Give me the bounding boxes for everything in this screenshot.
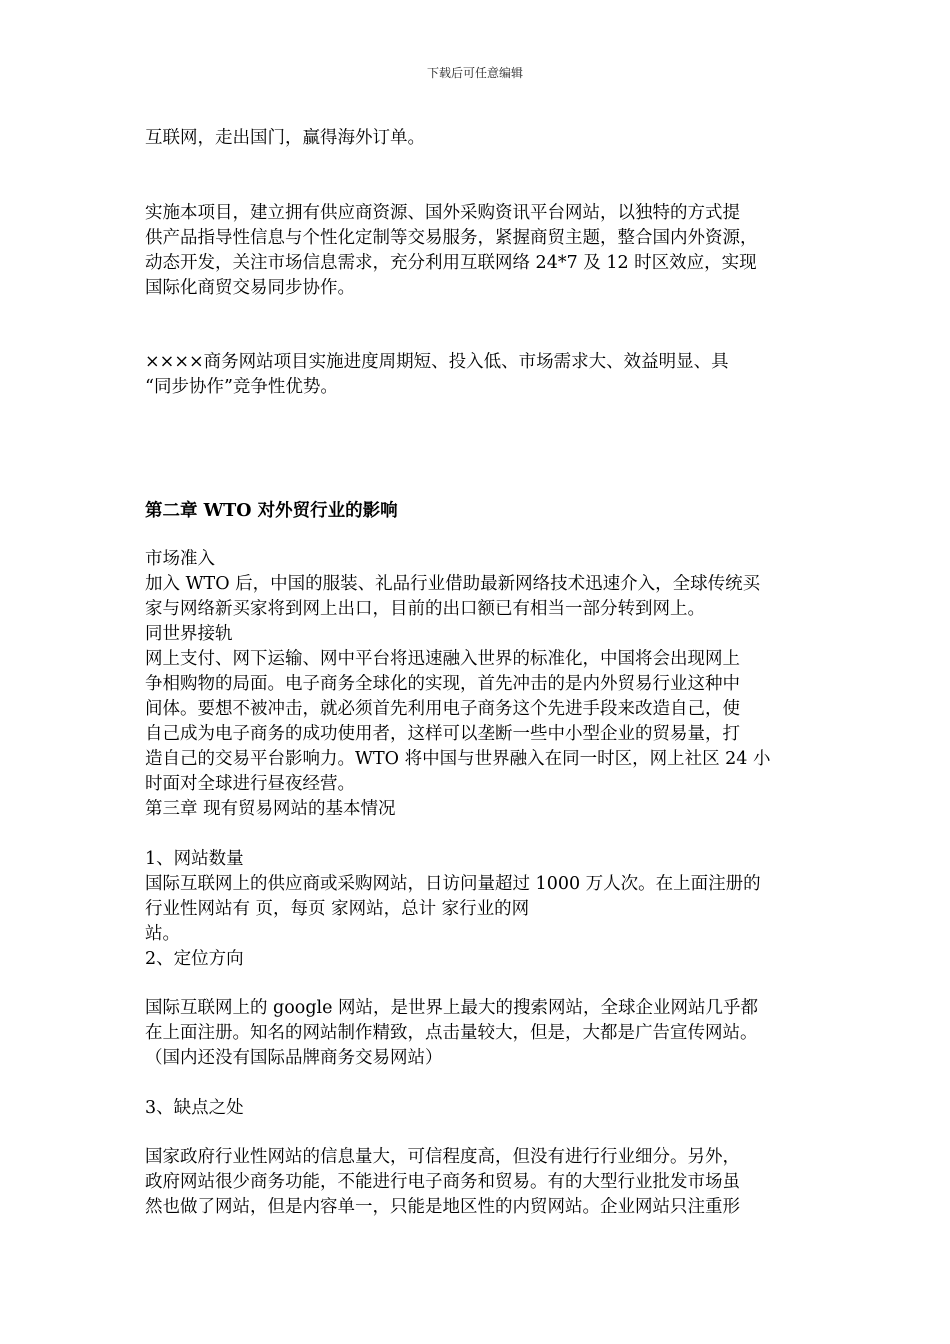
section-heading: 市场准入 [145,549,215,569]
section-heading: 1、网站数量 [145,849,244,869]
text-line: 供产品指导性信息与个性化定制等交易服务，紧握商贸主题，整合国内外资源， [145,228,758,248]
text-line: 家与网络新买家将到网上出口，目前的出口额已有相当一部分转到网上。 [145,599,705,619]
text-line: “同步协作”竞争性优势。 [145,377,338,397]
text-line: 站。 [145,924,180,944]
text-line: 国际互联网上的供应商或采购网站，日访问量超过 1000 万人次。在上面注册的 [145,874,761,894]
section-heading: 3、缺点之处 [145,1098,244,1118]
text-line: 国际化商贸交易同步协作。 [145,278,355,298]
text-line: 自己成为电子商务的成功使用者，这样可以垄断一些中小型企业的贸易量，打 [145,724,740,744]
text-line: 造自己的交易平台影响力。WTO 将中国与世界融入在同一时区，网上社区 24 小 [145,749,771,769]
text-line: 政府网站很少商务功能，不能进行电子商务和贸易。有的大型行业批发市场虽 [145,1172,740,1192]
text-line: 网上支付、网下运输、网中平台将迅速融入世界的标准化，中国将会出现网上 [145,649,740,669]
text-line: 国际互联网上的 google 网站，是世界上最大的搜索网站，全球企业网站几乎都 [145,998,759,1018]
section-heading: 同世界接轨 [145,624,233,644]
text-line: 加入 WTO 后，中国的服装、礼品行业借助最新网络技术迅速介入，全球传统买 [145,574,761,594]
text-line: 动态开发，关注市场信息需求，充分利用互联网络 24*7 及 12 时区效应，实现 [145,253,757,273]
page-header-note: 下载后可任意编辑 [426,66,523,80]
chapter-heading: 第三章 现有贸易网站的基本情况 [145,799,396,819]
text-line: ××××商务网站项目实施进度周期短、投入低、市场需求大、效益明显、具 [145,352,729,372]
text-line: 间体。要想不被冲击，就必须首先利用电子商务这个先进手段来改造自己，使 [145,699,740,719]
text-line: 实施本项目，建立拥有供应商资源、国外采购资讯平台网站，以独特的方式提 [145,203,740,223]
text-line: 时面对全球进行昼夜经营。 [145,774,355,794]
text-line: 国家政府行业性网站的信息量大，可信程度高，但没有进行行业细分。另外， [145,1147,740,1167]
text-line: 然也做了网站，但是内容单一，只能是地区性的内贸网站。企业网站只注重形 [145,1197,740,1217]
text-line: 行业性网站有 页，每页 家网站，总计 家行业的网 [145,899,530,919]
text-line: 争相购物的局面。电子商务全球化的实现，首先冲击的是内外贸易行业这种中 [145,674,740,694]
text-line: （国内还没有国际品牌商务交易网站） [145,1048,443,1068]
section-heading: 2、定位方向 [145,949,244,969]
chapter-heading: 第二章 WTO 对外贸行业的影响 [145,501,398,521]
text-line: 在上面注册。知名的网站制作精致，点击量较大，但是，大都是广告宣传网站。 [145,1023,758,1043]
text-line: 互联网，走出国门，赢得海外订单。 [145,128,425,148]
